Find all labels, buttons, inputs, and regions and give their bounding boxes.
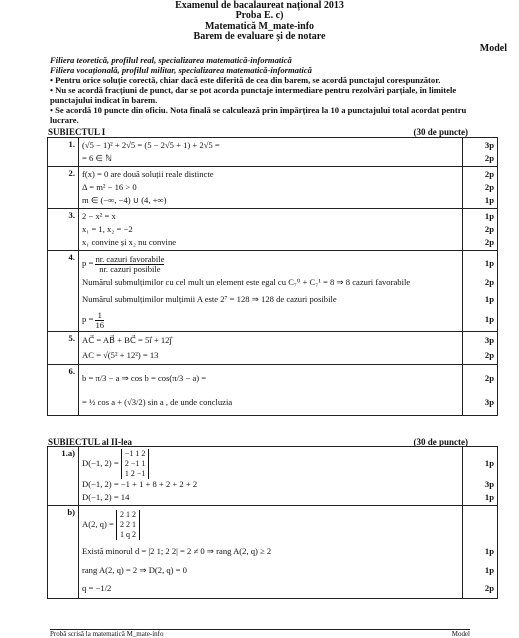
barem-title: Barem de evaluare și de notare <box>193 31 326 42</box>
table-row: 2. f(x) = 0 are două soluții reale distincte Δ = m² − 16 > 0 m ∈ (−∞, −4) ∪ (4, +∞) 2p 2p 1p <box>48 167 498 209</box>
rule-1: • Pentru orice soluție corectă, chiar dacă este diferită de cea din barem, se acordă punctajul corespunzător. <box>50 75 441 85</box>
final-fraction: $\frac{1}{16}$ <box>95 309 105 330</box>
table-row: 1.a) D(−1, 2) = −1 1 2 2 −1 1 1 2 −1 D(−1, 2) = −1 + 1 + 8 + 2 + 2 + 2 D(−1, 2) = 14 1p 3p 1p <box>48 447 498 506</box>
page-footer: Probă scrisă la matematică M_mate-info Model <box>50 630 470 638</box>
rule-3: • Se acordă 10 puncte din oficiu. Nota finală se calculează prin împărțirea la 10 a punctajului total acordat pentru lucrare. <box>50 105 467 125</box>
subject-1-table <box>47 137 498 416</box>
rule-2: • Nu se acordă fracțiuni de punct, dar se pot acorda punctaje intermediare pentru rezolvări parțiale, în limitele punctajului indicat în barem. <box>50 85 457 105</box>
table-row: 3. 2 − x² = x x₁ = 1, x₂ = −2 x₁ convine și x₂ nu convine 1p 2p 2p <box>48 209 498 251</box>
table-row: b) A(2, q) = 2 1 2 2 2 1 1 q 2 Există minorul d = |2 1; 2 2| = 2 ≠ 0 ⇒ rang A(2, q) ≥ 2 rang A(2, q) = 2 ⇒ D(2, q) = 0 q = −1/2 1p 1p 2p <box>48 506 498 599</box>
intro-block <box>50 55 480 125</box>
proba-label: Proba E. c) <box>235 10 284 21</box>
profile-line-2: Filiera vocațională, profilul militar, specializarea matematică-informatică <box>50 65 312 75</box>
profile-line-1: Filiera teoretică, profilul real, specializarea matematică-informatică <box>50 55 292 65</box>
table-row: 5. AC⃗ = AB⃗ + BC⃗ = 5i⃗ + 12j⃗ AC = √(5² + 12²) = 13 3p 2p <box>48 332 498 365</box>
table-row: 6. b = π/3 − a ⇒ cos b = cos(π/3 − a) = = ½ cos a + (√3/2) sin a , de unde concluzia 2p 3p <box>48 365 498 416</box>
table-row: 4. p = $\frac{\text{nr. cazuri favorabile}}{\text{nr. cazuri posibile}}$ Numărul submulțimilor cu cel mult un element este egal cu C₇⁰ + C₇¹ = 8 ⇒ 8 cazuri favorabile Numărul submulțimilor mulțimii A este 2⁷ = 128 ⇒ 128 de cazuri posibile p = $\frac{1}{16}$ 1p 2p 1p 1p <box>48 251 498 332</box>
determinant-matrix: −1 1 2 2 −1 1 1 2 −1 <box>121 449 150 479</box>
subject-1-header: SUBIECTUL I (30 de puncte) <box>48 127 468 137</box>
exam-title: Examenul de bacalaureat național 2013 <box>175 0 344 11</box>
model-label: Model <box>479 43 507 54</box>
subject-2-table <box>47 446 498 599</box>
matrix-a: 2 1 2 2 2 1 1 q 2 <box>116 510 140 540</box>
probability-fraction: $\frac{\text{nr. cazuri favorabile}}{\text{nr. cazuri posibile}}$ <box>95 253 165 274</box>
table-row: 1. (√5 − 1)² + 2√5 = (5 − 2√5 + 1) + 2√5 = = 6 ∈ ℕ 3p 2p <box>48 138 498 167</box>
subject-2-header: SUBIECTUL al II-lea (30 de puncte) <box>48 437 468 447</box>
subject-label: Matematică M_mate-info <box>204 21 315 32</box>
